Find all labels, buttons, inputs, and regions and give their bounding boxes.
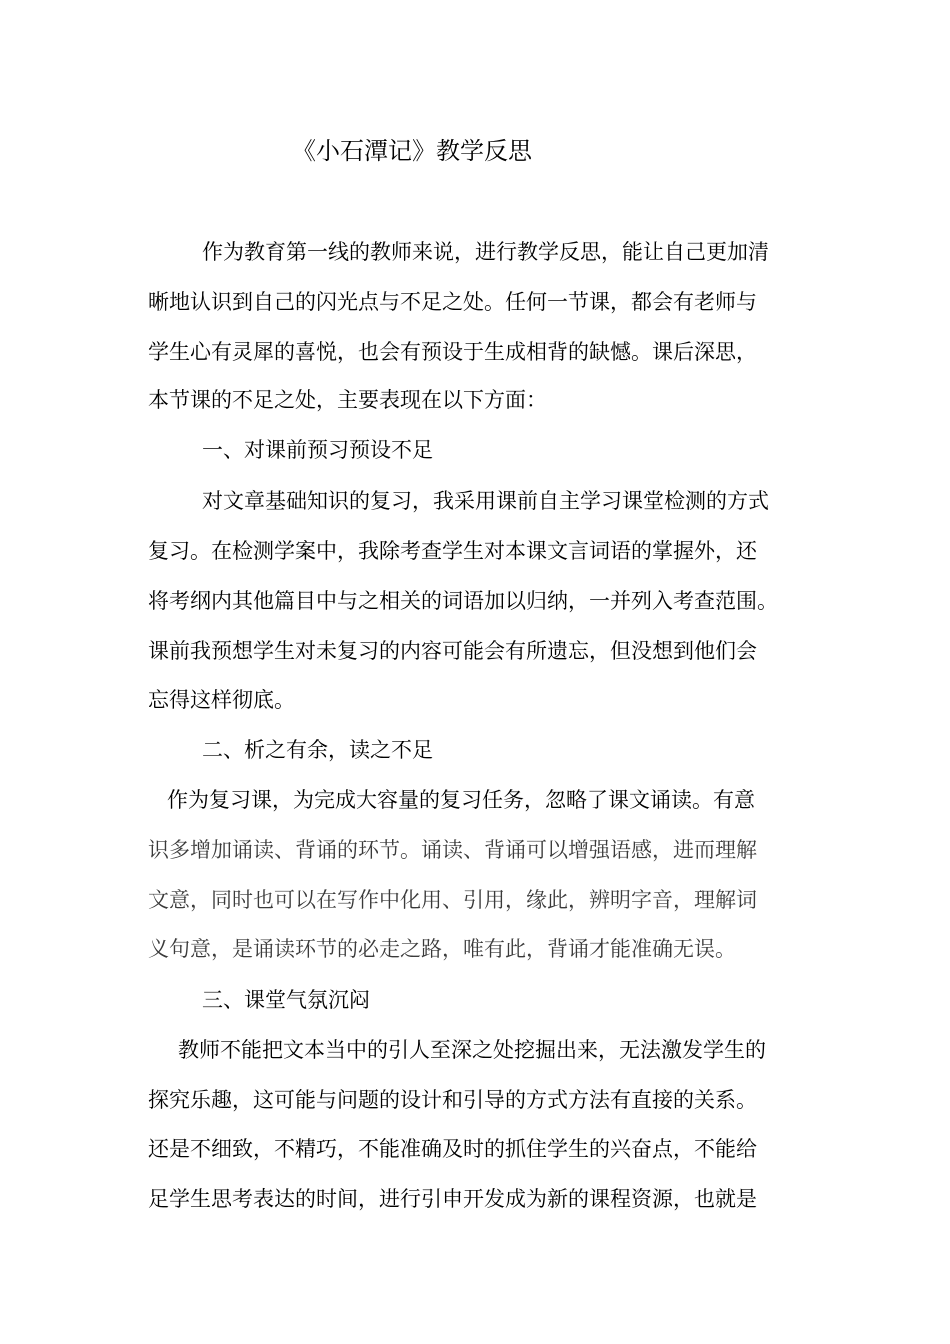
paragraph-line: 还是不细致，不精巧，不能准确及时的抓住学生的兴奋点，不能给 [148,1137,757,1161]
paragraph-line: 课前我预想学生对未复习的内容可能会有所遗忘，但没想到他们会 [148,639,757,663]
paragraph-line: 探究乐趣，这可能与问题的设计和引导的方式方法有直接的关系。 [148,1088,757,1112]
paragraph-line: 作为复习课，为完成大容量的复习任务，忽略了课文诵读。有意 [167,788,755,812]
paragraph-line: 本节课的不足之处，主要表现在以下方面： [148,388,547,412]
paragraph-line: 学生心有灵犀的喜悦，也会有预设于生成相背的缺憾。课后深思， [148,340,757,364]
paragraph-line: 识多增加诵读、背诵的环节。诵读、背诵可以增强语感，进而理解 [148,838,757,862]
section-heading: 二、析之有余，读之不足 [202,738,433,762]
document-title: 《小石潭记》教学反思 [292,137,532,165]
section-heading: 三、课堂气氛沉闷 [202,988,370,1012]
paragraph-line: 复习。在检测学案中，我除考查学生对本课文言词语的掌握外，还 [148,539,757,563]
paragraph-line: 晰地认识到自己的闪光点与不足之处。任何一节课，都会有老师与 [148,290,757,314]
paragraph-line: 足学生思考表达的时间，进行引申开发成为新的课程资源，也就是 [148,1187,757,1211]
section-heading: 一、对课前预习预设不足 [202,438,433,462]
paragraph-line: 忘得这样彻底。 [148,688,295,712]
paragraph-line: 教师不能把文本当中的引人至深之处挖掘出来，无法激发学生的 [178,1038,766,1062]
paragraph-line: 将考纲内其他篇目中与之相关的词语加以归纳，一并列入考查范围。 [148,589,778,613]
paragraph-line: 文意，同时也可以在写作中化用、引用，缘此，辨明字音，理解词 [148,888,757,912]
paragraph-line: 作为教育第一线的教师来说，进行教学反思，能让自己更加清 [202,240,769,264]
paragraph-line: 义句意，是诵读环节的必走之路，唯有此，背诵才能准确无误。 [148,937,736,961]
paragraph-line: 对文章基础知识的复习，我采用课前自主学习课堂检测的方式 [202,489,769,513]
